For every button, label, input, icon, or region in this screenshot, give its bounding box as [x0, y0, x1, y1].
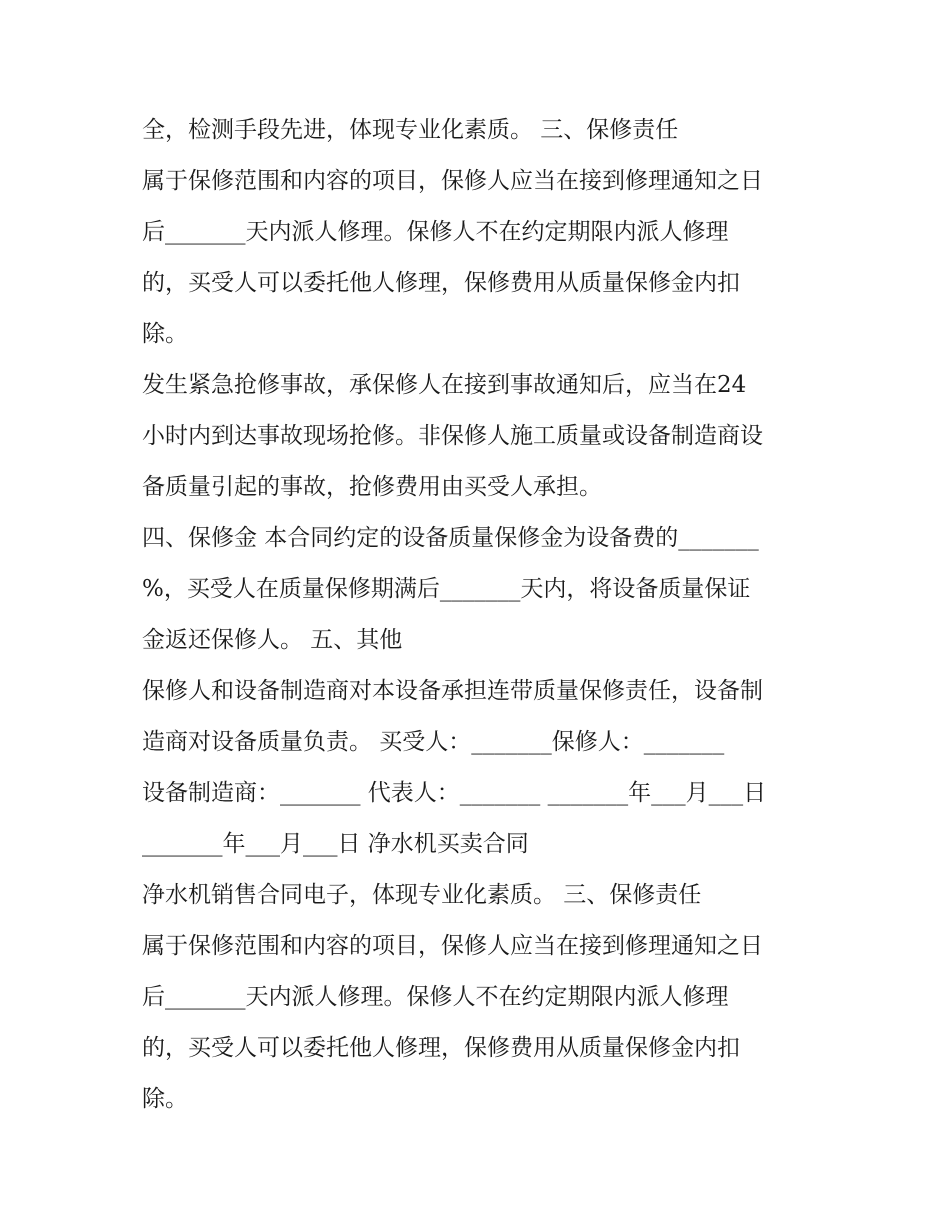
contract-body — [142, 105, 842, 1125]
text-line: 金返还保修人。 五、其他 — [142, 627, 403, 653]
text-line: 的，买受人可以委托他人修理，保修费用从质量保修金内扣 — [142, 270, 740, 296]
text-line: %，买受人在质量保修期满后_______天内，将设备质量保证 — [142, 576, 751, 602]
text-line: 除。 — [142, 1086, 188, 1112]
text-line: _______年___月___日 净水机买卖合同 — [142, 831, 529, 857]
text-line: 属于保修范围和内容的项目，保修人应当在接到修理通知之日 — [142, 933, 763, 959]
text-line: 备质量引起的事故，抢修费用由买受人承担。 — [142, 474, 602, 500]
text-line: 小时内到达事故现场抢修。非保修人施工质量或设备制造商设 — [142, 423, 763, 449]
text-line: 保修人和设备制造商对本设备承担连带质量保修责任，设备制 — [142, 678, 763, 704]
text-line: 发生紧急抢修事故，承保修人在接到事故通知后，应当在24 — [142, 372, 747, 398]
text-line: 造商对设备质量负责。 买受人：_______保修人：_______ — [142, 729, 725, 755]
text-line: 的，买受人可以委托他人修理，保修费用从质量保修金内扣 — [142, 1035, 740, 1061]
text-line: 属于保修范围和内容的项目，保修人应当在接到修理通知之日 — [142, 168, 763, 194]
text-line: 除。 — [142, 321, 188, 347]
text-line: 四、保修金 本合同约定的设备质量保修金为设备费的_______ — [142, 525, 759, 551]
text-line: 全，检测手段先进，体现专业化素质。 三、保修责任 — [142, 117, 679, 143]
text-line: 后_______天内派人修理。保修人不在约定期限内派人修理 — [142, 984, 729, 1010]
text-line: 净水机销售合同电子，体现专业化素质。 三、保修责任 — [142, 882, 702, 908]
text-line: 后_______天内派人修理。保修人不在约定期限内派人修理 — [142, 219, 729, 245]
text-line: 设备制造商：_______ 代表人：_______ _______年___月___日 — [142, 780, 767, 806]
